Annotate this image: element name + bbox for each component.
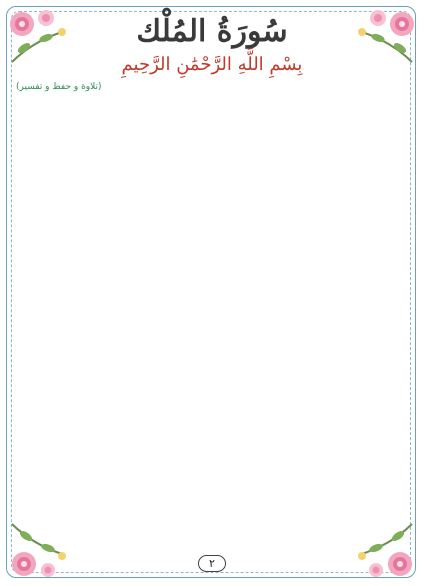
surah-title: سُورَةُ المُلْك [136, 14, 288, 49]
surah-text [16, 96, 408, 532]
page-number: ٢ [198, 555, 226, 572]
study-label: (تلاوة و حفظ و تفسير) [16, 82, 102, 92]
page-number-container [0, 552, 424, 572]
bismillah: بِسْمِ اللَّهِ الرَّحْمَٰنِ الرَّحِيمِ [121, 54, 303, 75]
